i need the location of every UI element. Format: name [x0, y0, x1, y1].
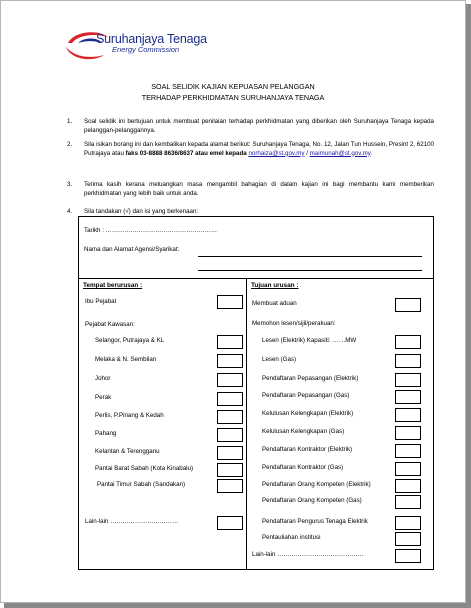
checkbox-kelengkapan-gas[interactable] — [395, 426, 421, 440]
checkbox-perlis[interactable] — [217, 410, 243, 424]
email-link-maimunah[interactable]: maimunah@st.gov.my — [309, 149, 371, 157]
paragraph-2-fax: faks 03-8888 8636/8637 atau emel kepada — [125, 149, 247, 157]
checkbox-selangor[interactable] — [217, 335, 243, 349]
logo-name: Suruhanjaya Tenaga — [96, 32, 207, 46]
checkbox-melaka[interactable] — [217, 354, 243, 368]
page-shadow-right — [466, 4, 471, 608]
checkbox-pepasangan-gas[interactable] — [395, 390, 421, 404]
option-kontraktor-elektrik: Pendaftaran Kontraktor (Elektrik) — [262, 446, 353, 453]
option-sabah-barat: Pantai Barat Sabah (Kota Kinabalu) — [95, 465, 194, 472]
logo-subtitle: Energy Commission — [112, 45, 180, 54]
option-kompeten-elektrik: Pendaftaran Orang Kompeten (Elektrik) — [262, 481, 371, 488]
checkbox-perak[interactable] — [217, 392, 243, 406]
option-pejabat-kawasan: Pejabat Kawasan: — [85, 321, 135, 328]
email-separator: / — [304, 149, 310, 157]
tempat-berurusan-heading: Tempat berurusan : — [83, 282, 143, 289]
option-perak: Perak — [95, 394, 112, 401]
table-divider-horizontal — [78, 278, 434, 279]
option-ibu-pejabat: Ibu Pejabat — [85, 298, 117, 305]
paragraph-1-number: 1. — [67, 118, 73, 125]
checkbox-kontraktor-elektrik[interactable] — [395, 444, 421, 458]
option-kelengkapan-gas: Kelulusan Kelengkapan (Gas) — [262, 428, 345, 435]
nama-alamat-line-2[interactable] — [198, 270, 422, 271]
option-kelengkapan-elektrik: Kelulusan Kelengkapan (Elektrik) — [262, 410, 354, 417]
document-title-line-2: TERHADAP PERKHIDMATAN SURUHANJAYA TENAGA — [141, 93, 325, 102]
checkbox-sabah-barat[interactable] — [217, 463, 243, 477]
option-lain-lain-tujuan: Lain-lain …………………………………… — [252, 551, 364, 558]
paragraph-4-text: Sila tandakan (√) dan isi yang berkenaan: — [84, 208, 199, 215]
document-title-line-1: SOAL SELIDIK KAJIAN KEPUASAN PELANGGAN — [151, 82, 315, 91]
checkbox-pahang[interactable] — [217, 428, 243, 442]
paragraph-2-number: 2. — [67, 141, 73, 148]
paragraph-1-text: Soal selidik ini bertujuan untuk membuat penilaian terhadap perkhidmatan yang diberikan oleh Suruhanjaya Tenaga kepada pelanggan-pelanggannya. — [84, 118, 434, 134]
checkbox-kelengkapan-elektrik[interactable] — [395, 408, 421, 422]
nama-alamat-label: Nama dan Alamat Agensi/Syarikat: — [84, 246, 180, 253]
tarikh-field[interactable]: Tarikh : ……………………………………………… — [84, 227, 218, 234]
checkbox-pengurus-tenaga[interactable] — [395, 516, 421, 530]
option-johor: Johor — [95, 375, 111, 382]
option-sabah-timur: Pantai Timur Sabah (Sandakan) — [97, 481, 186, 488]
checkbox-lain-lain-tujuan[interactable] — [395, 549, 421, 563]
option-kelantan: Kelantan & Terengganu — [95, 448, 160, 455]
option-kontraktor-gas: Pendaftaran Kontraktor (Gas) — [262, 464, 344, 471]
paragraph-2-text — [84, 141, 434, 158]
option-lesen-gas: Lesen (Gas) — [262, 356, 297, 363]
option-pengurus-tenaga: Pendaftaran Pengurus Tenaga Elektrik — [262, 518, 368, 525]
checkbox-pentauliahan[interactable] — [395, 532, 421, 546]
option-membuat-aduan: Membuat aduan — [252, 300, 297, 307]
option-lain-lain-tempat: Lain-lain …………………………… — [85, 518, 179, 525]
checkbox-ibu-pejabat[interactable] — [217, 295, 243, 309]
checkbox-kompeten-gas[interactable] — [395, 495, 421, 509]
paragraph-4-number: 4. — [67, 208, 73, 215]
option-kompeten-gas: Pendaftaran Orang Kompeten (Gas) — [262, 497, 362, 504]
paragraph-2-end: . — [370, 149, 373, 157]
option-melaka: Melaka & N. Sembilan — [95, 356, 157, 363]
tujuan-urusan-heading: Tujuan urusan : — [251, 282, 299, 289]
option-pepasangan-elektrik: Pendaftaran Pepasangan (Elektrik) — [262, 375, 359, 382]
page-shadow-bottom — [4, 603, 471, 608]
nama-alamat-line-1[interactable] — [198, 256, 422, 257]
checkbox-lain-lain-tempat[interactable] — [217, 516, 243, 530]
paragraph-2-address: Sila isikan borang ini dan kembalikan kepada alamat berikut: Suruhanjaya Tenaga, No. 12, Jalan Tun Hussein, Presint 2, 62100 Putrajaya atau — [84, 141, 434, 157]
option-pentauliahan: Pentauliahan institusi — [262, 534, 321, 541]
checkbox-kontraktor-gas[interactable] — [395, 462, 421, 476]
option-memohon: Memohon lesen/sijil/perakuan: — [252, 320, 336, 327]
checkbox-pepasangan-elektrik[interactable] — [395, 373, 421, 387]
paragraph-3-text: Terima kasih kerana meluangkan masa mengambil bahagian di dalam kajian ini bagi membantu kami memberikan perkhidmatan yang lebih baik untuk anda. — [84, 181, 434, 197]
checkbox-kompeten-elektrik[interactable] — [395, 479, 421, 493]
paragraph-3-number: 3. — [67, 181, 73, 188]
checkbox-johor[interactable] — [217, 373, 243, 387]
option-selangor: Selangor, Putrajaya & KL — [95, 337, 165, 344]
table-divider-vertical — [246, 278, 247, 570]
checkbox-lesen-elektrik[interactable] — [395, 335, 421, 349]
checkbox-sabah-timur[interactable] — [217, 479, 243, 493]
checkbox-kelantan[interactable] — [217, 446, 243, 460]
checkbox-lesen-gas[interactable] — [395, 354, 421, 368]
option-pahang: Pahang — [95, 430, 117, 437]
option-pepasangan-gas: Pendaftaran Pepasangan (Gas) — [262, 392, 350, 399]
checkbox-membuat-aduan[interactable] — [395, 298, 421, 312]
option-perlis: Perlis, P.Pinang & Kedah — [95, 412, 164, 419]
email-link-norhaiza[interactable]: norhaiza@st.gov.my — [248, 149, 305, 157]
option-lesen-elektrik: Lesen (Elektrik) Kapasiti: …. ..MW — [262, 337, 357, 344]
